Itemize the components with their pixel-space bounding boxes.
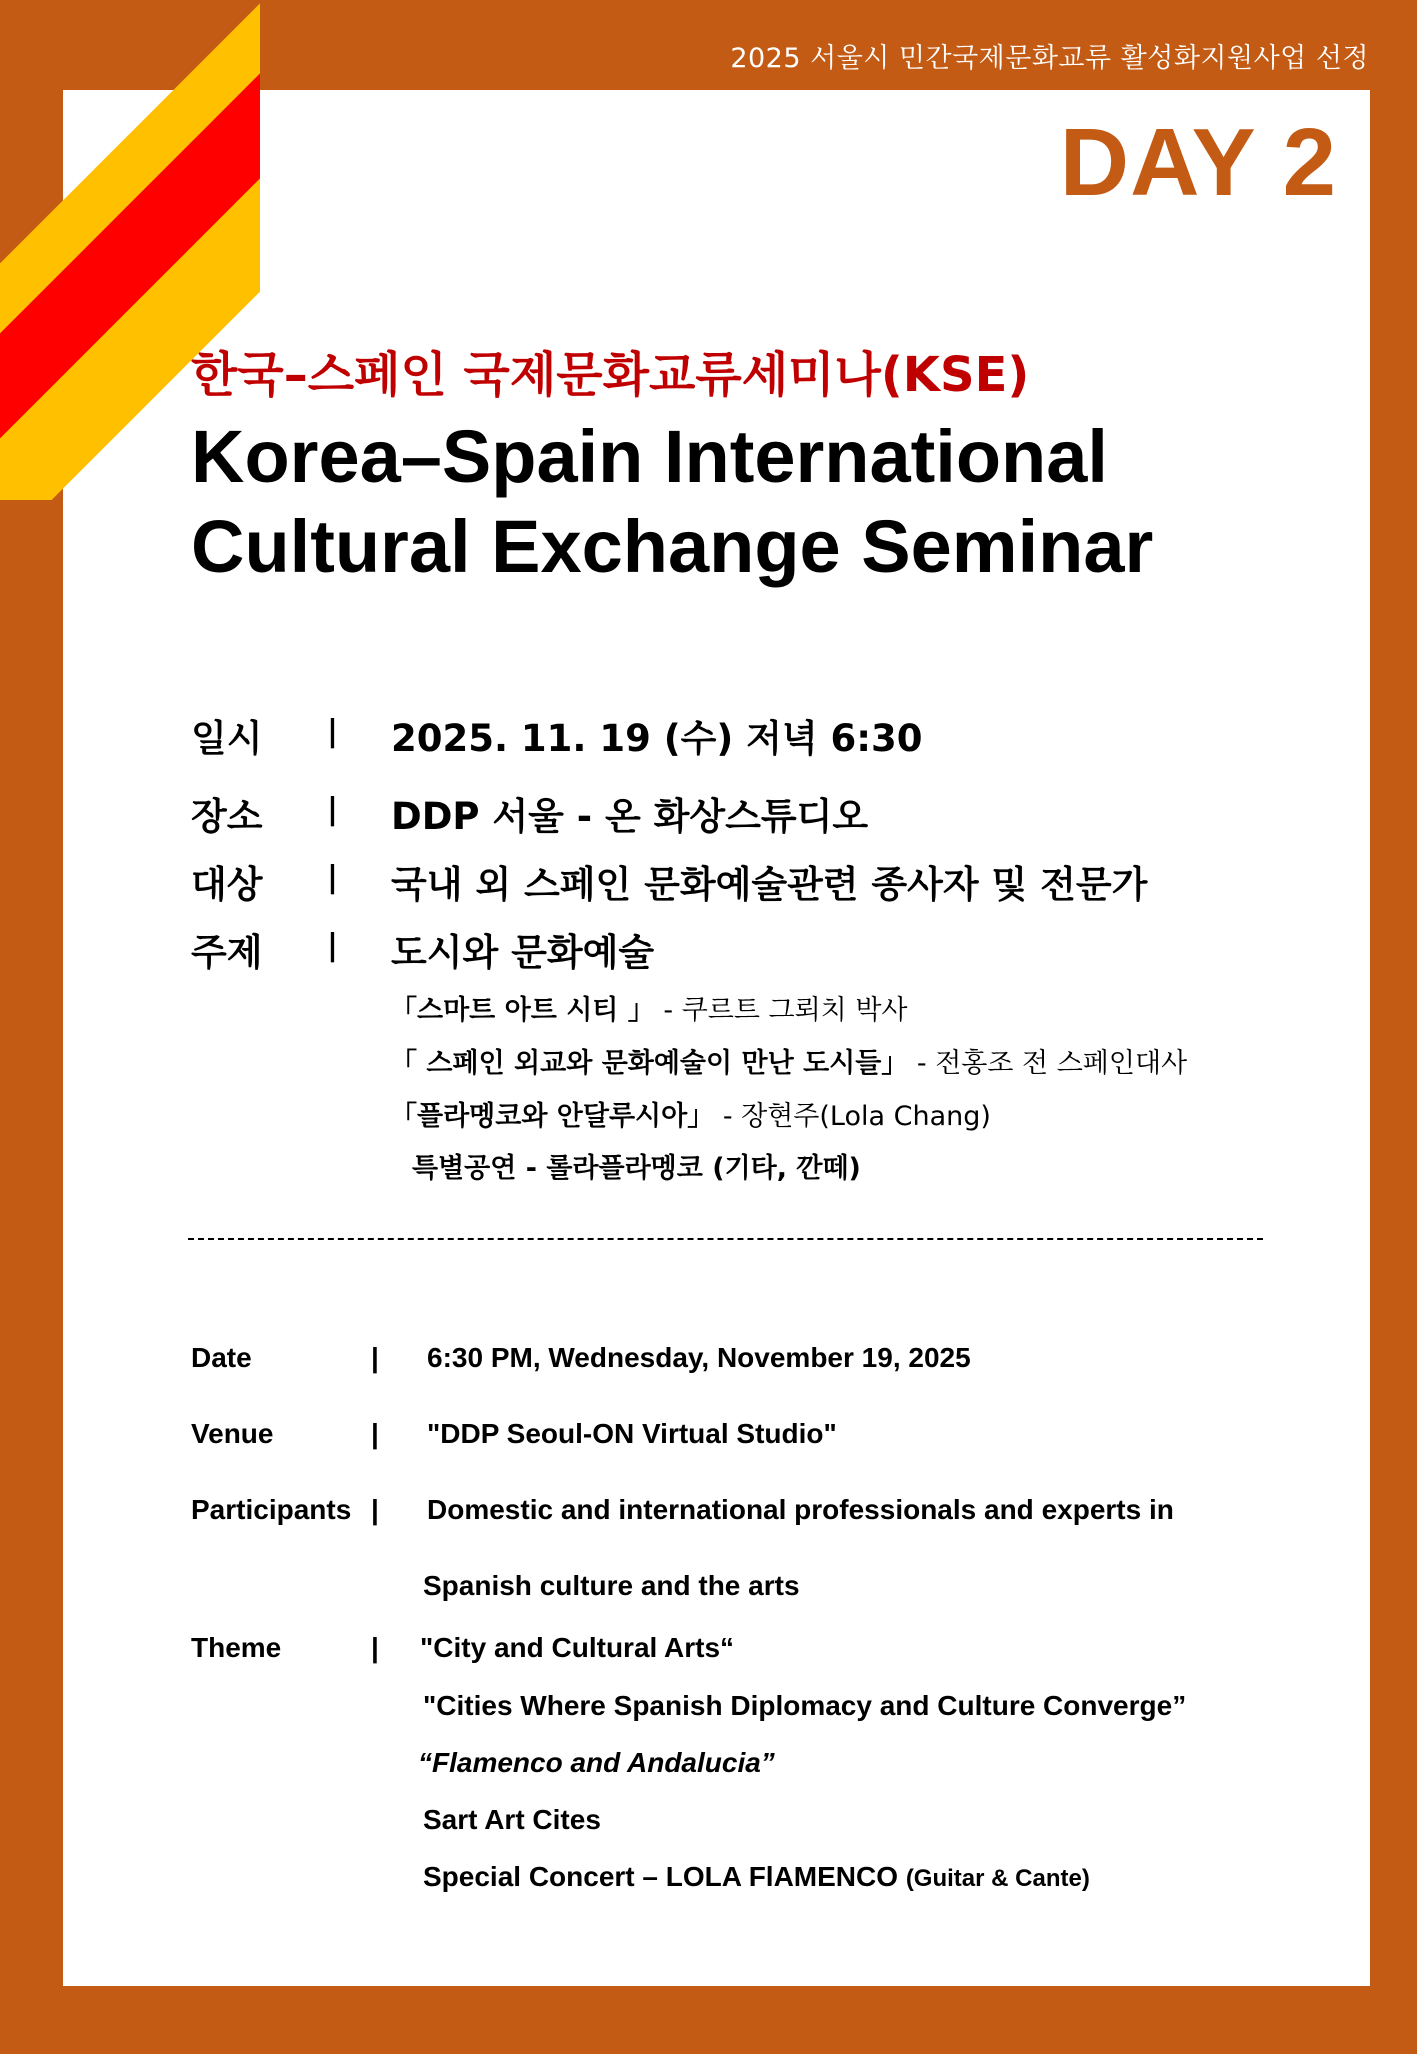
en-concert xyxy=(423,1861,1090,1893)
session-speaker: - 롤라플라멩코 (기타, 깐떼) xyxy=(516,1153,861,1184)
kr-special-performance xyxy=(412,1146,861,1185)
session-title: 「플라멩코와 안달루시아」 xyxy=(390,1101,715,1132)
en-participants-value-cont: Spanish culture and the arts xyxy=(423,1570,800,1601)
separator: | xyxy=(327,928,338,963)
en-theme-item-3: Sart Art Cites xyxy=(423,1804,601,1835)
en-concert-main: Special Concert – LOLA FlAMENCO xyxy=(423,1861,906,1892)
dashed-divider xyxy=(188,1238,1263,1240)
separator: | xyxy=(371,1632,379,1663)
kr-date-label: 일시 xyxy=(191,717,263,760)
separator: | xyxy=(327,714,338,749)
en-venue-value: "DDP Seoul-ON Virtual Studio" xyxy=(427,1418,837,1449)
session-title: 「 스페인 외교와 문화예술이 만난 도시들」 xyxy=(390,1048,909,1079)
en-venue-label: Venue xyxy=(191,1418,274,1449)
english-title xyxy=(191,412,1291,592)
separator: | xyxy=(371,1494,379,1525)
kr-session-3 xyxy=(390,1094,991,1133)
en-concert-detail: (Guitar & Cante) xyxy=(905,1865,1090,1892)
kr-theme-value: 도시와 문화예술 xyxy=(391,931,655,974)
separator: | xyxy=(371,1342,379,1373)
kr-theme-label: 주제 xyxy=(191,931,263,974)
separator: | xyxy=(371,1418,379,1449)
separator: | xyxy=(327,792,338,827)
kr-venue-label: 장소 xyxy=(191,795,263,838)
day-heading: DAY 2 xyxy=(1059,109,1337,216)
kr-venue-value: DDP 서울 - 온 화상스튜디오 xyxy=(391,795,869,838)
en-participants-label: Participants xyxy=(191,1494,352,1525)
separator: | xyxy=(327,860,338,895)
english-title-line1: Korea–Spain International xyxy=(191,415,1108,498)
en-theme-item-1: "Cities Where Spanish Diplomacy and Culture Converge” xyxy=(423,1690,1187,1721)
en-theme-item-2: “Flamenco and Andalucia” xyxy=(418,1747,775,1778)
english-title-line2: Cultural Exchange Seminar xyxy=(191,505,1154,588)
session-title: 특별공연 xyxy=(412,1153,517,1184)
session-speaker: - 쿠르트 그뢰치 박사 xyxy=(654,995,908,1026)
korean-title: 한국–스페인 국제문화교류세미나(KSE) xyxy=(191,347,1030,403)
en-theme-value: "City and Cultural Arts“ xyxy=(420,1632,735,1663)
session-title: 「스마트 아트 시티 」 xyxy=(390,995,655,1026)
session-speaker: - 전홍조 전 스페인대사 xyxy=(908,1048,1188,1079)
kr-session-2 xyxy=(390,1041,1187,1080)
session-speaker: - 장현주(Lola Chang) xyxy=(714,1101,991,1132)
kr-session-1 xyxy=(390,988,908,1027)
kr-target-value: 국내 외 스페인 문화예술관련 종사자 및 전문가 xyxy=(391,863,1148,906)
en-participants-value: Domestic and international professionals and experts in xyxy=(427,1494,1174,1525)
kr-date-value: 2025. 11. 19 (수) 저녁 6:30 xyxy=(391,717,923,760)
en-date-value: 6:30 PM, Wednesday, November 19, 2025 xyxy=(427,1342,971,1373)
en-date-label: Date xyxy=(191,1342,252,1373)
en-theme-label: Theme xyxy=(191,1632,282,1663)
program-banner: 2025 서울시 민간국제문화교류 활성화지원사업 선정 xyxy=(730,43,1369,74)
kr-target-label: 대상 xyxy=(191,863,263,906)
